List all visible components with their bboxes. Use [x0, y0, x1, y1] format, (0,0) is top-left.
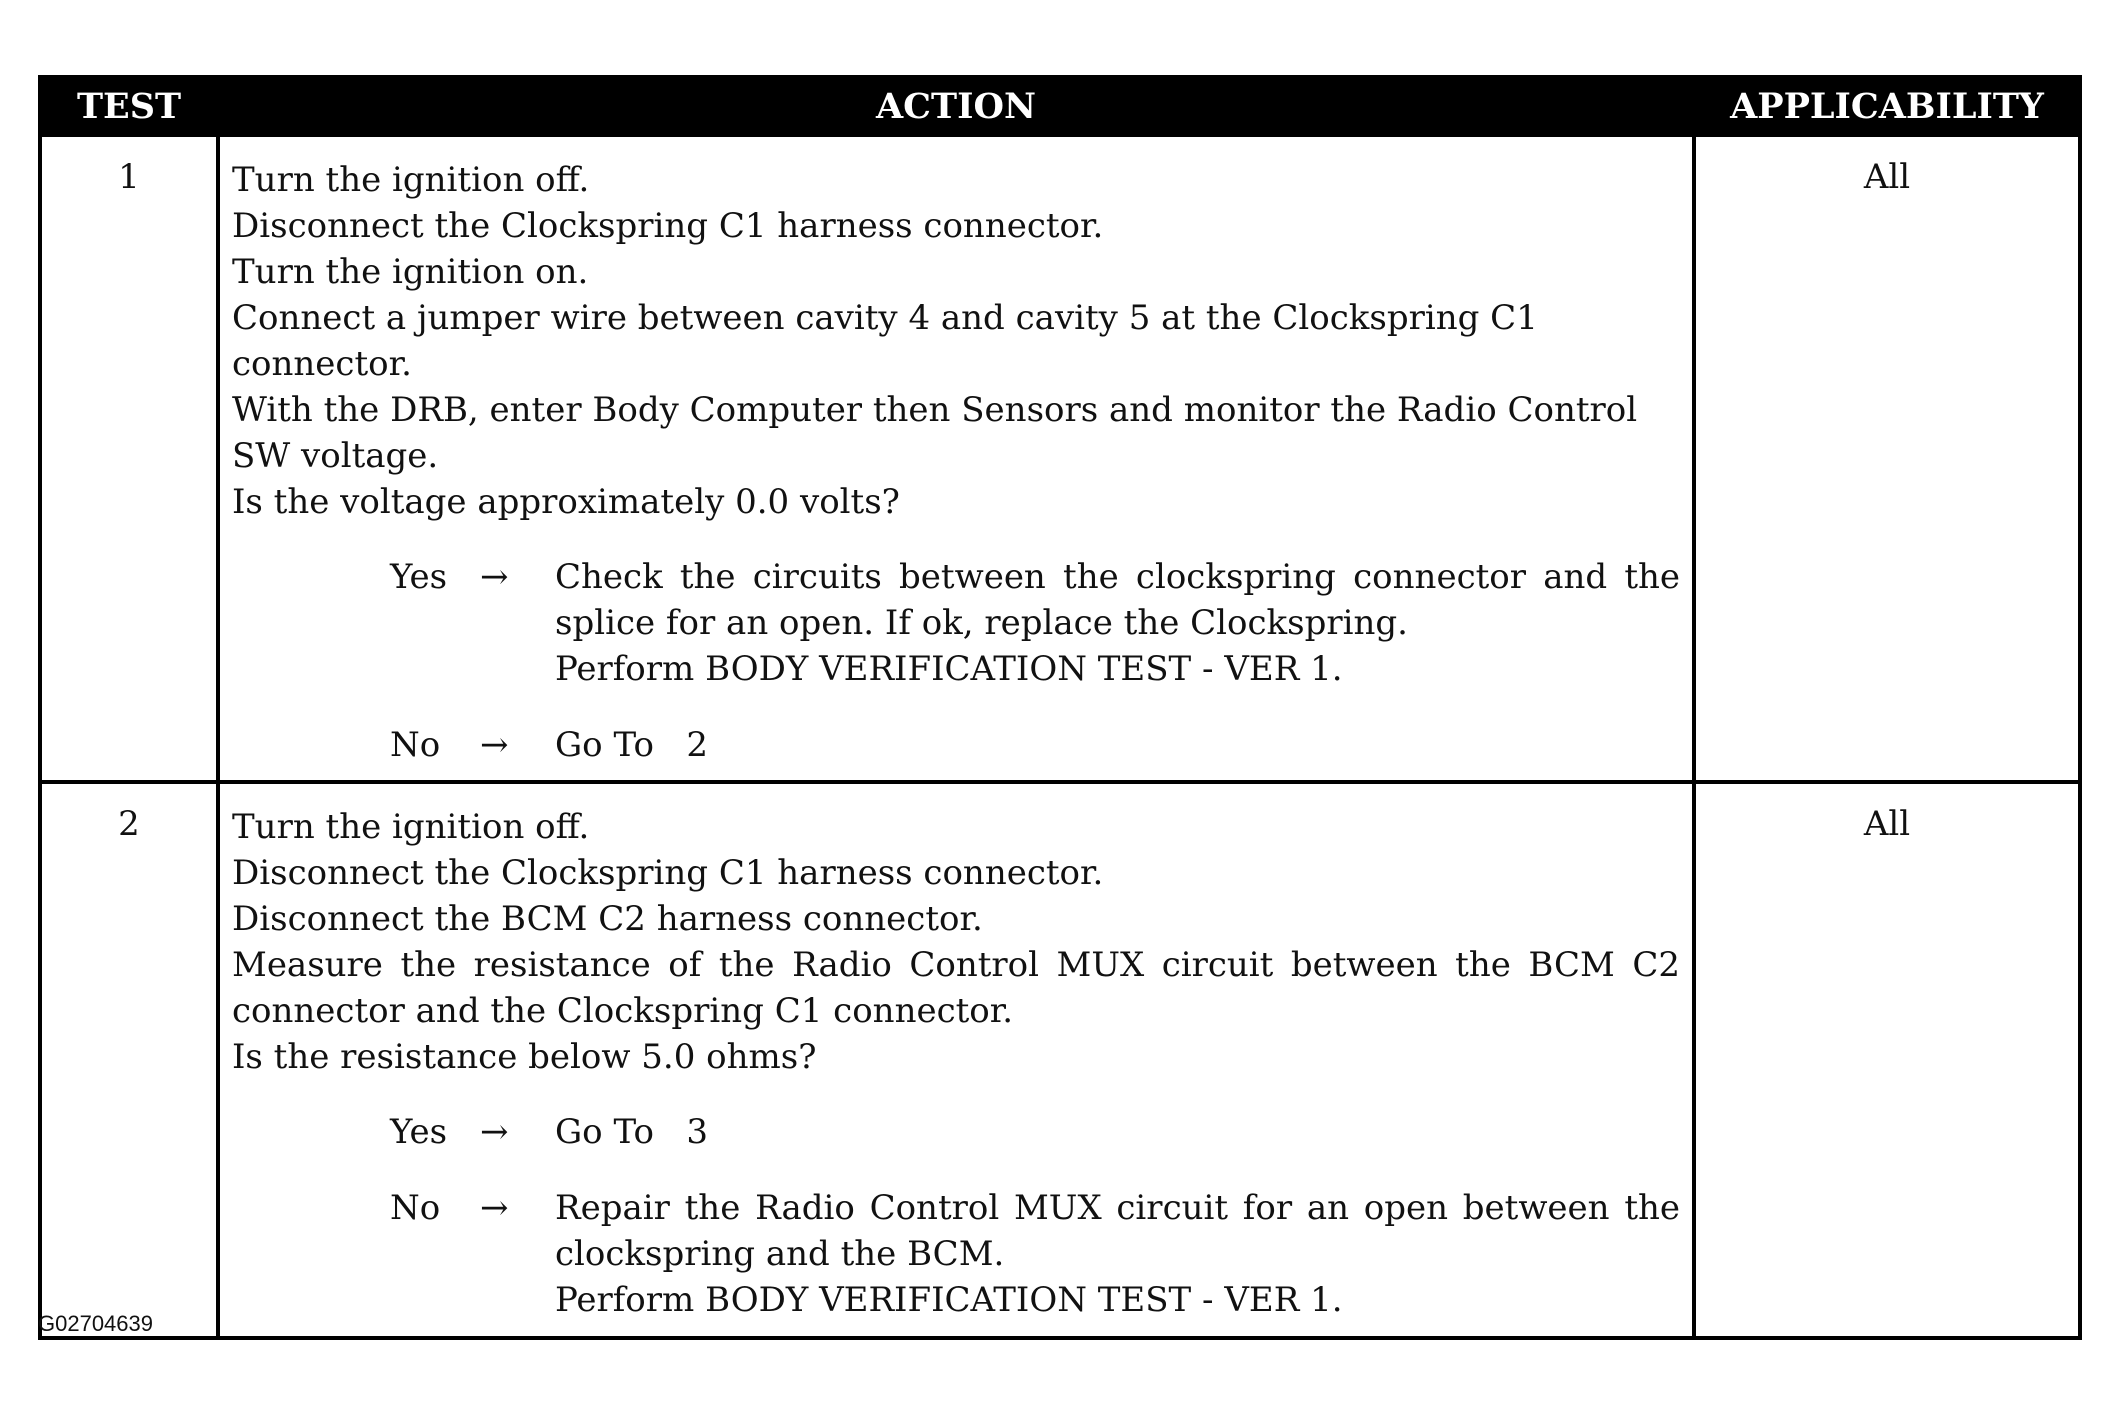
instruction-line: Disconnect the Clockspring C1 harness connector. [232, 853, 1104, 893]
instruction-line: Turn the ignition on. [232, 252, 589, 292]
response-line: Go To 2 [555, 725, 708, 765]
table-row [40, 782, 2080, 1338]
response-text [555, 1185, 1680, 1323]
instruction-line: Disconnect the BCM C2 harness connector. [232, 899, 983, 939]
response-text [555, 554, 1680, 692]
instruction-line: Connect a jumper wire between cavity 4 and cavity 5 at the Clockspring C1 connector. [232, 298, 1538, 384]
response-yes [390, 1109, 1680, 1155]
action-cell [218, 782, 1694, 1338]
response-line: Perform BODY VERIFICATION TEST - VER 1. [555, 1280, 1343, 1320]
instruction-line: With the DRB, enter Body Computer then Sensors and monitor the Radio Control SW voltage. [232, 390, 1638, 476]
arrow-right-icon: → [480, 557, 509, 597]
header-test: TEST [40, 77, 218, 135]
response-line: Go To 3 [555, 1112, 708, 1152]
test-number: 1 [40, 135, 218, 782]
response-no [390, 1185, 1680, 1323]
response-label: No [390, 1188, 441, 1228]
instruction-line: Is the resistance below 5.0 ohms? [232, 1037, 817, 1077]
response-line: Perform BODY VERIFICATION TEST - VER 1. [555, 649, 1343, 689]
figure-id: G02704639 [38, 1311, 153, 1336]
instruction-line: Turn the ignition off. [232, 160, 590, 200]
test-number: 2 [40, 782, 218, 1338]
applicability-value: All [1694, 135, 2080, 782]
instruction-list [232, 804, 1680, 1080]
response-line: Repair the Radio Control MUX circuit for an open between the clockspring and the BCM. [555, 1188, 1680, 1274]
response-label: No [390, 725, 441, 765]
instruction-line: Disconnect the Clockspring C1 harness connector. [232, 206, 1104, 246]
instruction-list [232, 157, 1680, 525]
arrow-right-icon: → [480, 1112, 509, 1152]
response-label: Yes [390, 557, 448, 597]
header-action: ACTION [218, 77, 1694, 135]
applicability-value: All [1694, 782, 2080, 1338]
instruction-line: Turn the ignition off. [232, 807, 590, 847]
response-no [390, 722, 1680, 768]
diagnostic-test-table [38, 75, 2082, 1340]
arrow-right-icon: → [480, 725, 509, 765]
response-text [555, 722, 1680, 768]
action-cell [218, 135, 1694, 782]
arrow-right-icon: → [480, 1188, 509, 1228]
header-applicability: APPLICABILITY [1694, 77, 2080, 135]
table-row [40, 135, 2080, 782]
response-text [555, 1109, 1680, 1155]
response-yes [390, 554, 1680, 692]
instruction-line: Measure the resistance of the Radio Control MUX circuit between the BCM C2 connector and the Clockspring C1 connector. [232, 945, 1680, 1031]
header-row [40, 77, 2080, 135]
response-line: Check the circuits between the clockspring connector and the splice for an open. If ok, replace the Clockspring. [555, 557, 1680, 643]
instruction-line: Is the voltage approximately 0.0 volts? [232, 482, 900, 522]
response-label: Yes [390, 1112, 448, 1152]
